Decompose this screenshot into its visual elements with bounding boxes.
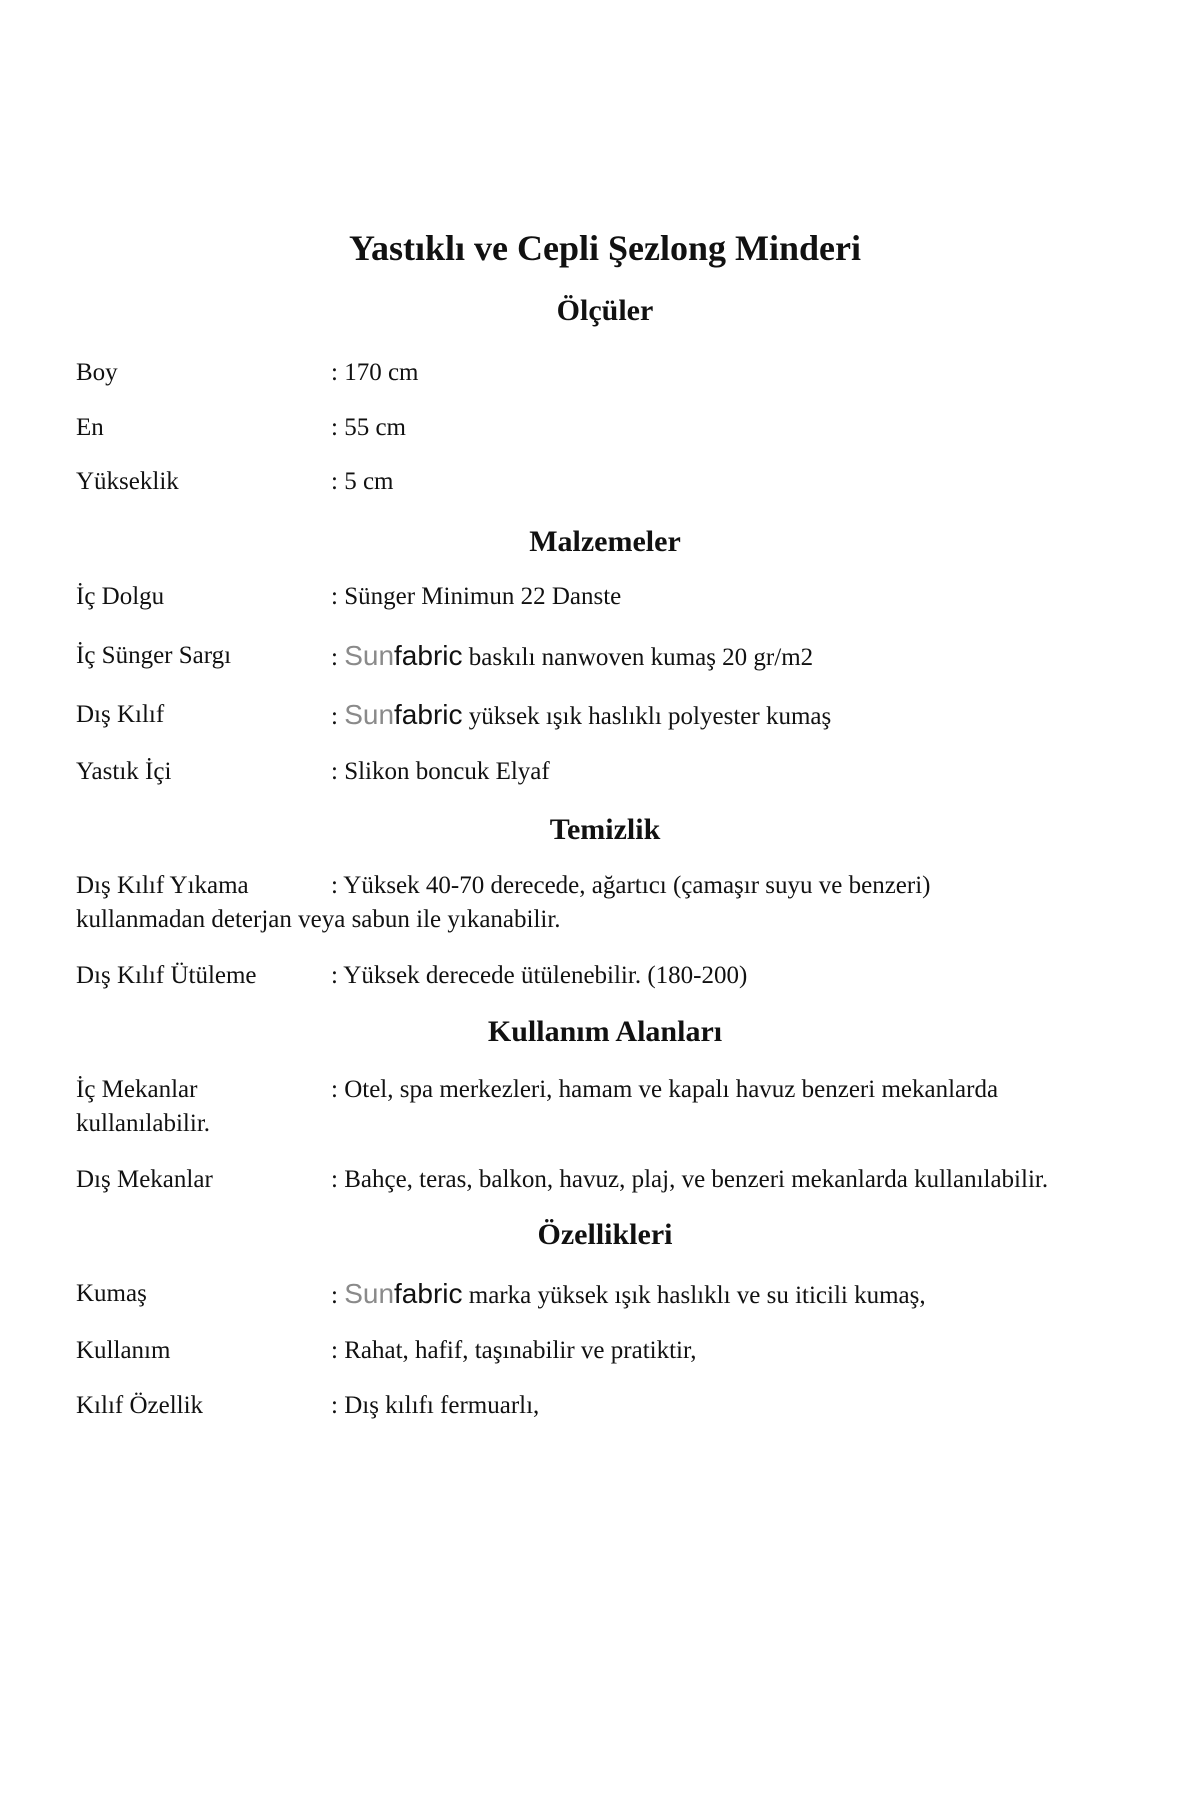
spec-label: Dış Mekanlar xyxy=(76,1166,213,1193)
spec-label: Dış Kılıf xyxy=(76,701,165,728)
spec-value xyxy=(331,698,831,734)
document-title: Yastıklı ve Cepli Şezlong Minderi xyxy=(349,228,861,268)
spec-value: : Yüksek 40-70 derecede, ağartıcı (çamaşır suyu ve benzeri) xyxy=(331,872,931,899)
spec-label: Yastık İçi xyxy=(76,758,172,785)
spec-value: : Rahat, hafif, taşınabilir ve pratiktir, xyxy=(331,1337,697,1364)
section-heading-temizlik: Temizlik xyxy=(549,813,661,846)
value-prefix: : xyxy=(331,703,345,730)
spec-value: : 170 cm xyxy=(331,359,419,386)
spec-value: : Bahçe, teras, balkon, havuz, plaj, ve benzeri mekanlarda kullanılabilir. xyxy=(331,1166,1049,1193)
brand-name-fabric: fabric xyxy=(394,1278,463,1309)
spec-value xyxy=(331,1277,926,1313)
spec-label: Kumaş xyxy=(76,1280,147,1307)
brand-name-sun: Sun xyxy=(344,699,395,730)
brand-name-sun: Sun xyxy=(344,1278,395,1309)
spec-value: : Sünger Minimun 22 Danste xyxy=(331,583,622,610)
section-heading-ozellikleri: Özellikleri xyxy=(537,1218,673,1251)
brand-name-fabric: fabric xyxy=(394,699,463,730)
spec-label: Dış Kılıf Ütüleme xyxy=(76,962,257,989)
spec-label: İç Mekanlar xyxy=(76,1076,198,1103)
spec-value: : Yüksek derecede ütülenebilir. (180-200) xyxy=(331,962,748,989)
spec-value-continuation: kullanmadan deterjan veya sabun ile yıkanabilir. xyxy=(76,906,561,933)
spec-value: : Slikon boncuk Elyaf xyxy=(331,758,550,785)
value-text: yüksek ışık haslıklı polyester kumaş xyxy=(462,703,832,730)
spec-label: En xyxy=(76,414,104,441)
spec-value: : Dış kılıfı fermuarlı, xyxy=(331,1392,540,1419)
spec-value: : Otel, spa merkezleri, hamam ve kapalı havuz benzeri mekanlarda xyxy=(331,1076,999,1103)
value-prefix: : xyxy=(331,644,345,671)
spec-value: : 5 cm xyxy=(331,468,394,495)
spec-label: Yükseklik xyxy=(76,468,179,495)
brand-name-fabric: fabric xyxy=(394,640,463,671)
spec-label: İç Sünger Sargı xyxy=(76,642,232,669)
spec-value: : 55 cm xyxy=(331,414,406,441)
spec-value xyxy=(331,639,813,675)
spec-value-continuation: kullanılabilir. xyxy=(76,1110,211,1137)
spec-label: Kılıf Özellik xyxy=(76,1392,204,1419)
section-heading-kullanim-alanlari: Kullanım Alanları xyxy=(487,1015,723,1048)
section-heading-olculer: Ölçüler xyxy=(556,294,654,327)
spec-label: Kullanım xyxy=(76,1337,171,1364)
spec-label: Boy xyxy=(76,359,118,386)
value-text: baskılı nanwoven kumaş 20 gr/m2 xyxy=(462,644,814,671)
brand-name-sun: Sun xyxy=(344,640,395,671)
section-heading-malzemeler: Malzemeler xyxy=(529,525,681,558)
value-prefix: : xyxy=(331,1282,345,1309)
value-text: marka yüksek ışık haslıklı ve su iticili kumaş, xyxy=(462,1282,926,1309)
spec-label: Dış Kılıf Yıkama xyxy=(76,872,249,899)
spec-label: İç Dolgu xyxy=(76,583,165,610)
